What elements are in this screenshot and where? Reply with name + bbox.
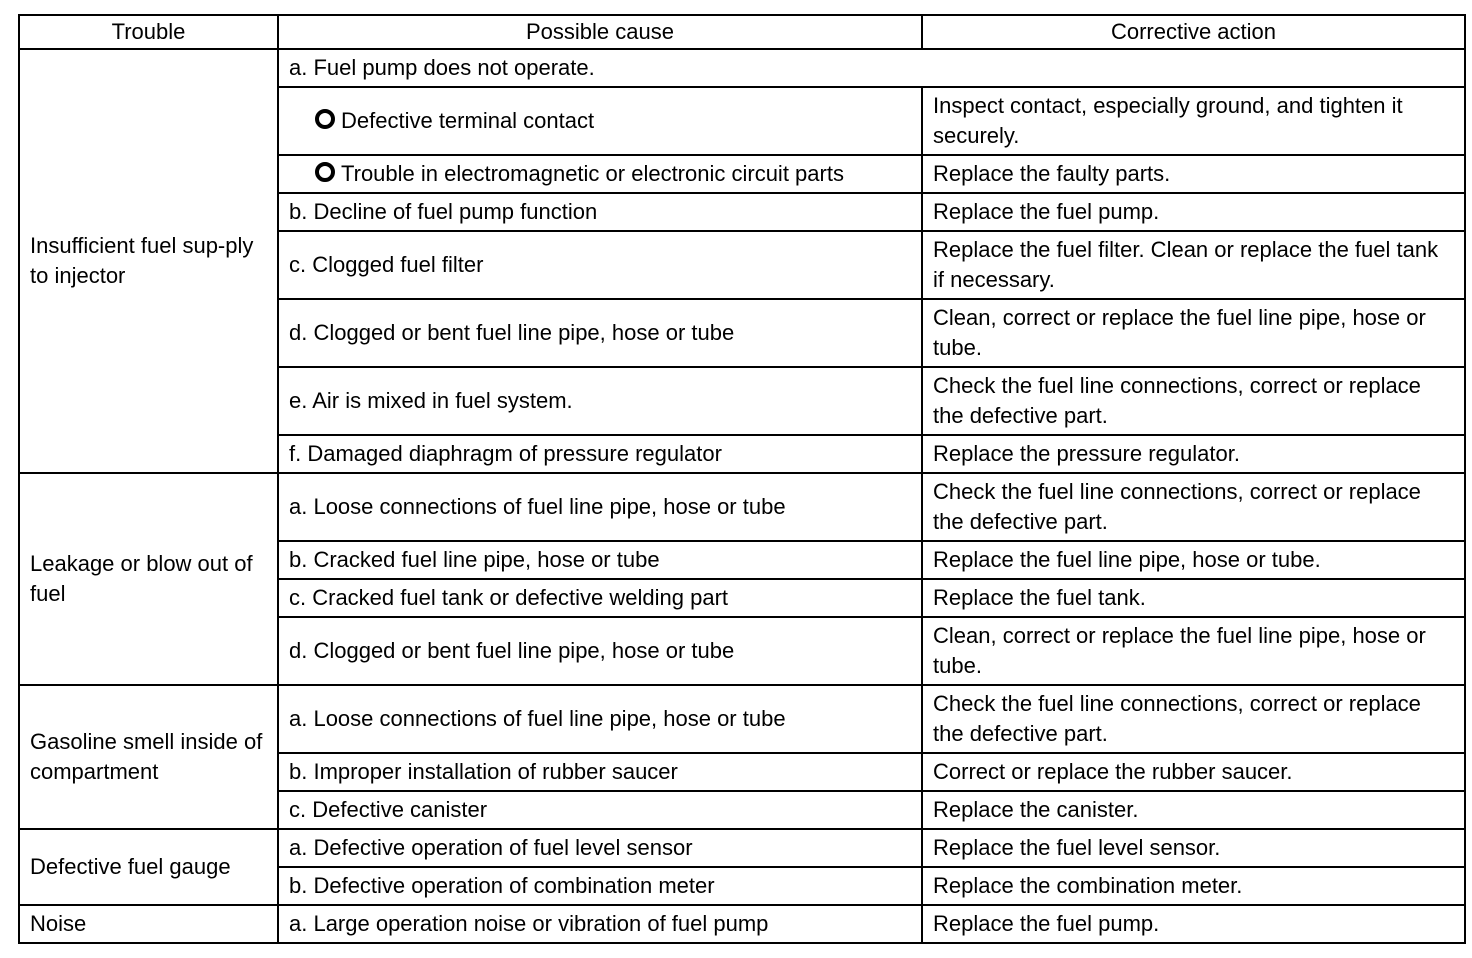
- action-cell: [922, 791, 1465, 829]
- cause-text: Trouble in electromagnetic or electronic circuit parts: [341, 161, 844, 186]
- action-cell: [922, 617, 1465, 685]
- table-row: [19, 829, 1465, 867]
- cause-text: b. Decline of fuel pump function: [289, 199, 598, 224]
- cause-cell: [278, 579, 922, 617]
- cause-cell: [278, 193, 922, 231]
- cause-cell: [278, 905, 922, 943]
- cause-text: b. Defective operation of combination meter: [289, 873, 715, 898]
- action-cell: [922, 579, 1465, 617]
- action-text: Replace the fuel level sensor.: [933, 835, 1221, 860]
- action-cell: [922, 193, 1465, 231]
- cause-cell: [278, 829, 922, 867]
- trouble-label: Defective fuel gauge: [30, 854, 231, 879]
- action-text: Check the fuel line connections, correct or replace the defective part.: [933, 373, 1421, 428]
- action-text: Inspect contact, especially ground, and tighten it securely.: [933, 93, 1403, 148]
- trouble-label: Insufficient fuel sup-ply to injector: [30, 233, 254, 288]
- trouble-cell: [19, 49, 278, 473]
- action-text: Replace the pressure regulator.: [933, 441, 1240, 466]
- trouble-cell: [19, 685, 278, 829]
- cause-text: a. Fuel pump does not operate.: [289, 55, 595, 80]
- ring-bullet-icon: [315, 162, 335, 182]
- cause-text: c. Clogged fuel filter: [289, 252, 484, 277]
- ring-bullet-icon: [315, 109, 335, 129]
- cause-cell: [278, 753, 922, 791]
- table-row: [19, 685, 1465, 753]
- cause-text: a. Loose connections of fuel line pipe, hose or tube: [289, 494, 786, 519]
- cause-text: d. Clogged or bent fuel line pipe, hose or tube: [289, 638, 735, 663]
- action-cell: [922, 155, 1465, 193]
- action-cell: [922, 905, 1465, 943]
- cause-cell: [278, 685, 922, 753]
- table-row: [19, 905, 1465, 943]
- trouble-label: Noise: [30, 911, 87, 936]
- action-cell: [922, 685, 1465, 753]
- cause-cell: [278, 49, 1465, 87]
- action-cell: [922, 299, 1465, 367]
- action-cell: [922, 87, 1465, 155]
- cause-text: d. Clogged or bent fuel line pipe, hose or tube: [289, 320, 735, 345]
- trouble-cell: [19, 473, 278, 685]
- action-cell: [922, 367, 1465, 435]
- table-row: [19, 49, 1465, 87]
- trouble-cell: [19, 905, 278, 943]
- action-cell: [922, 867, 1465, 905]
- trouble-label: Leakage or blow out of fuel: [30, 551, 253, 606]
- troubleshooting-table: [18, 14, 1466, 944]
- action-text: Replace the fuel tank.: [933, 585, 1146, 610]
- cause-text: a. Large operation noise or vibration of fuel pump: [289, 911, 769, 936]
- action-text: Correct or replace the rubber saucer.: [933, 759, 1293, 784]
- cause-text: c. Defective canister: [289, 797, 488, 822]
- action-text: Check the fuel line connections, correct or replace the defective part.: [933, 479, 1421, 534]
- cause-cell: [278, 231, 922, 299]
- cause-text: a. Loose connections of fuel line pipe, hose or tube: [289, 706, 786, 731]
- cause-cell: [278, 435, 922, 473]
- cause-cell: [278, 791, 922, 829]
- action-text: Check the fuel line connections, correct or replace the defective part.: [933, 691, 1421, 746]
- action-text: Clean, correct or replace the fuel line pipe, hose or tube.: [933, 623, 1426, 678]
- action-cell: [922, 829, 1465, 867]
- cause-text: Defective terminal contact: [341, 108, 595, 133]
- cause-text: a. Defective operation of fuel level sensor: [289, 835, 693, 860]
- action-text: Replace the combination meter.: [933, 873, 1243, 898]
- action-text: Replace the faulty parts.: [933, 161, 1171, 186]
- cause-text: c. Cracked fuel tank or defective welding part: [289, 585, 729, 610]
- action-text: Clean, correct or replace the fuel line pipe, hose or tube.: [933, 305, 1426, 360]
- action-text: Replace the fuel pump.: [933, 911, 1160, 936]
- cause-cell: [278, 541, 922, 579]
- trouble-cell: [19, 829, 278, 905]
- action-text: Replace the fuel filter. Clean or replace the fuel tank if necessary.: [933, 237, 1439, 292]
- cause-text: b. Cracked fuel line pipe, hose or tube: [289, 547, 660, 572]
- trouble-label: Gasoline smell inside of compartment: [30, 729, 263, 784]
- cause-cell: [278, 867, 922, 905]
- header-corrective-action: Corrective action: [922, 15, 1465, 49]
- action-cell: [922, 473, 1465, 541]
- cause-cell: [278, 473, 922, 541]
- action-cell: [922, 753, 1465, 791]
- cause-text: f. Damaged diaphragm of pressure regulator: [289, 441, 722, 466]
- action-text: Replace the fuel pump.: [933, 199, 1160, 224]
- cause-cell: [278, 299, 922, 367]
- action-text: Replace the canister.: [933, 797, 1139, 822]
- action-text: Replace the fuel line pipe, hose or tube.: [933, 547, 1321, 572]
- action-cell: [922, 435, 1465, 473]
- cause-text: b. Improper installation of rubber saucer: [289, 759, 678, 784]
- header-possible-cause: Possible cause: [278, 15, 922, 49]
- action-cell: [922, 231, 1465, 299]
- cause-cell: [278, 617, 922, 685]
- table-row: [19, 473, 1465, 541]
- header-trouble: Trouble: [19, 15, 278, 49]
- cause-cell: [278, 155, 922, 193]
- cause-text: e. Air is mixed in fuel system.: [289, 388, 573, 413]
- action-cell: [922, 541, 1465, 579]
- header-row: [19, 15, 1465, 49]
- cause-cell: [278, 87, 922, 155]
- cause-cell: [278, 367, 922, 435]
